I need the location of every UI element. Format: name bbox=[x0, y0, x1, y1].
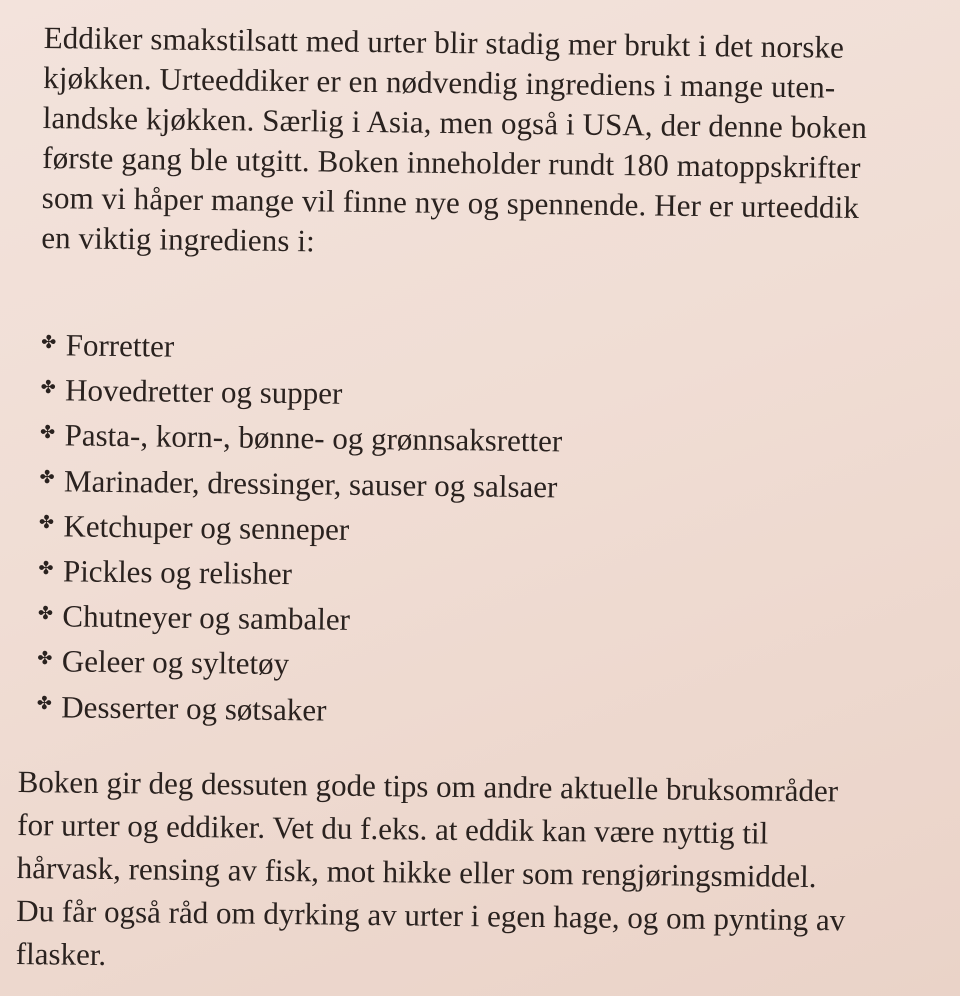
list-item-label: Hovedretter og supper bbox=[64, 372, 343, 411]
list-item-label: Geleer og syltetøy bbox=[61, 643, 290, 682]
list-item-label: Ketchuper og senneper bbox=[63, 508, 350, 547]
bullet-icon: ✤ bbox=[36, 693, 53, 714]
list-item bbox=[37, 367, 563, 419]
list-item bbox=[33, 684, 559, 736]
outro-line: for urter og eddiker. Vet du f.eks. at eddik kan være nyttig til bbox=[17, 806, 769, 851]
intro-paragraph bbox=[41, 18, 944, 269]
ingredient-use-list bbox=[33, 322, 564, 735]
intro-line: kjøkken. Urteeddiker er en nødvendig ingrediens i mange uten- bbox=[43, 59, 836, 105]
list-item bbox=[36, 412, 562, 464]
list-item bbox=[35, 548, 561, 600]
bullet-icon: ✤ bbox=[41, 331, 57, 352]
intro-line: en viktig ingrediens i: bbox=[41, 219, 316, 259]
list-item bbox=[36, 458, 562, 510]
bullet-icon: ✤ bbox=[39, 422, 56, 443]
intro-line: som vi håper mange vil finne nye og spennende. Her er urteeddik bbox=[41, 179, 860, 225]
list-item-label: Pickles og relisher bbox=[62, 553, 293, 592]
list-item bbox=[35, 503, 561, 555]
list-item-label: Desserter og søtsaker bbox=[61, 688, 327, 728]
bullet-icon: ✤ bbox=[37, 648, 53, 669]
bullet-icon: ✤ bbox=[37, 602, 54, 624]
list-item bbox=[34, 593, 560, 645]
list-item bbox=[37, 322, 563, 374]
bullet-icon: ✤ bbox=[38, 512, 55, 533]
list-item bbox=[34, 638, 560, 690]
intro-line: første gang ble utgitt. Boken inneholder rundt 180 matoppskrifter bbox=[42, 139, 861, 185]
list-item-label: Chutneyer og sambaler bbox=[62, 598, 351, 638]
outro-line: flasker. bbox=[15, 935, 107, 973]
bullet-icon: ✤ bbox=[38, 557, 54, 578]
intro-line: landske kjøkken. Særlig i Asia, men også i USA, der denne boken bbox=[42, 99, 868, 146]
outro-line: Du får også råd om dyrking av urter i egen hage, og om pynting av bbox=[16, 892, 846, 938]
outro-line: Boken gir deg dessuten gode tips om andre aktuelle bruksområder bbox=[17, 763, 839, 809]
outro-line: hårvask, rensing av fisk, mot hikke eller som rengjøringsmiddel. bbox=[16, 849, 817, 895]
list-item-label: Forretter bbox=[65, 327, 175, 364]
list-item-label: Pasta-, korn-, bønne- og grønnsaksretter bbox=[64, 417, 563, 459]
list-item-label: Marinader, dressinger, sauser og salsaer bbox=[63, 462, 558, 504]
outro-paragraph bbox=[16, 760, 958, 986]
bullet-icon: ✤ bbox=[40, 376, 56, 398]
intro-line: Eddiker smakstilsatt med urter blir stadig mer brukt i det norske bbox=[43, 19, 845, 65]
bullet-icon: ✤ bbox=[39, 467, 55, 488]
